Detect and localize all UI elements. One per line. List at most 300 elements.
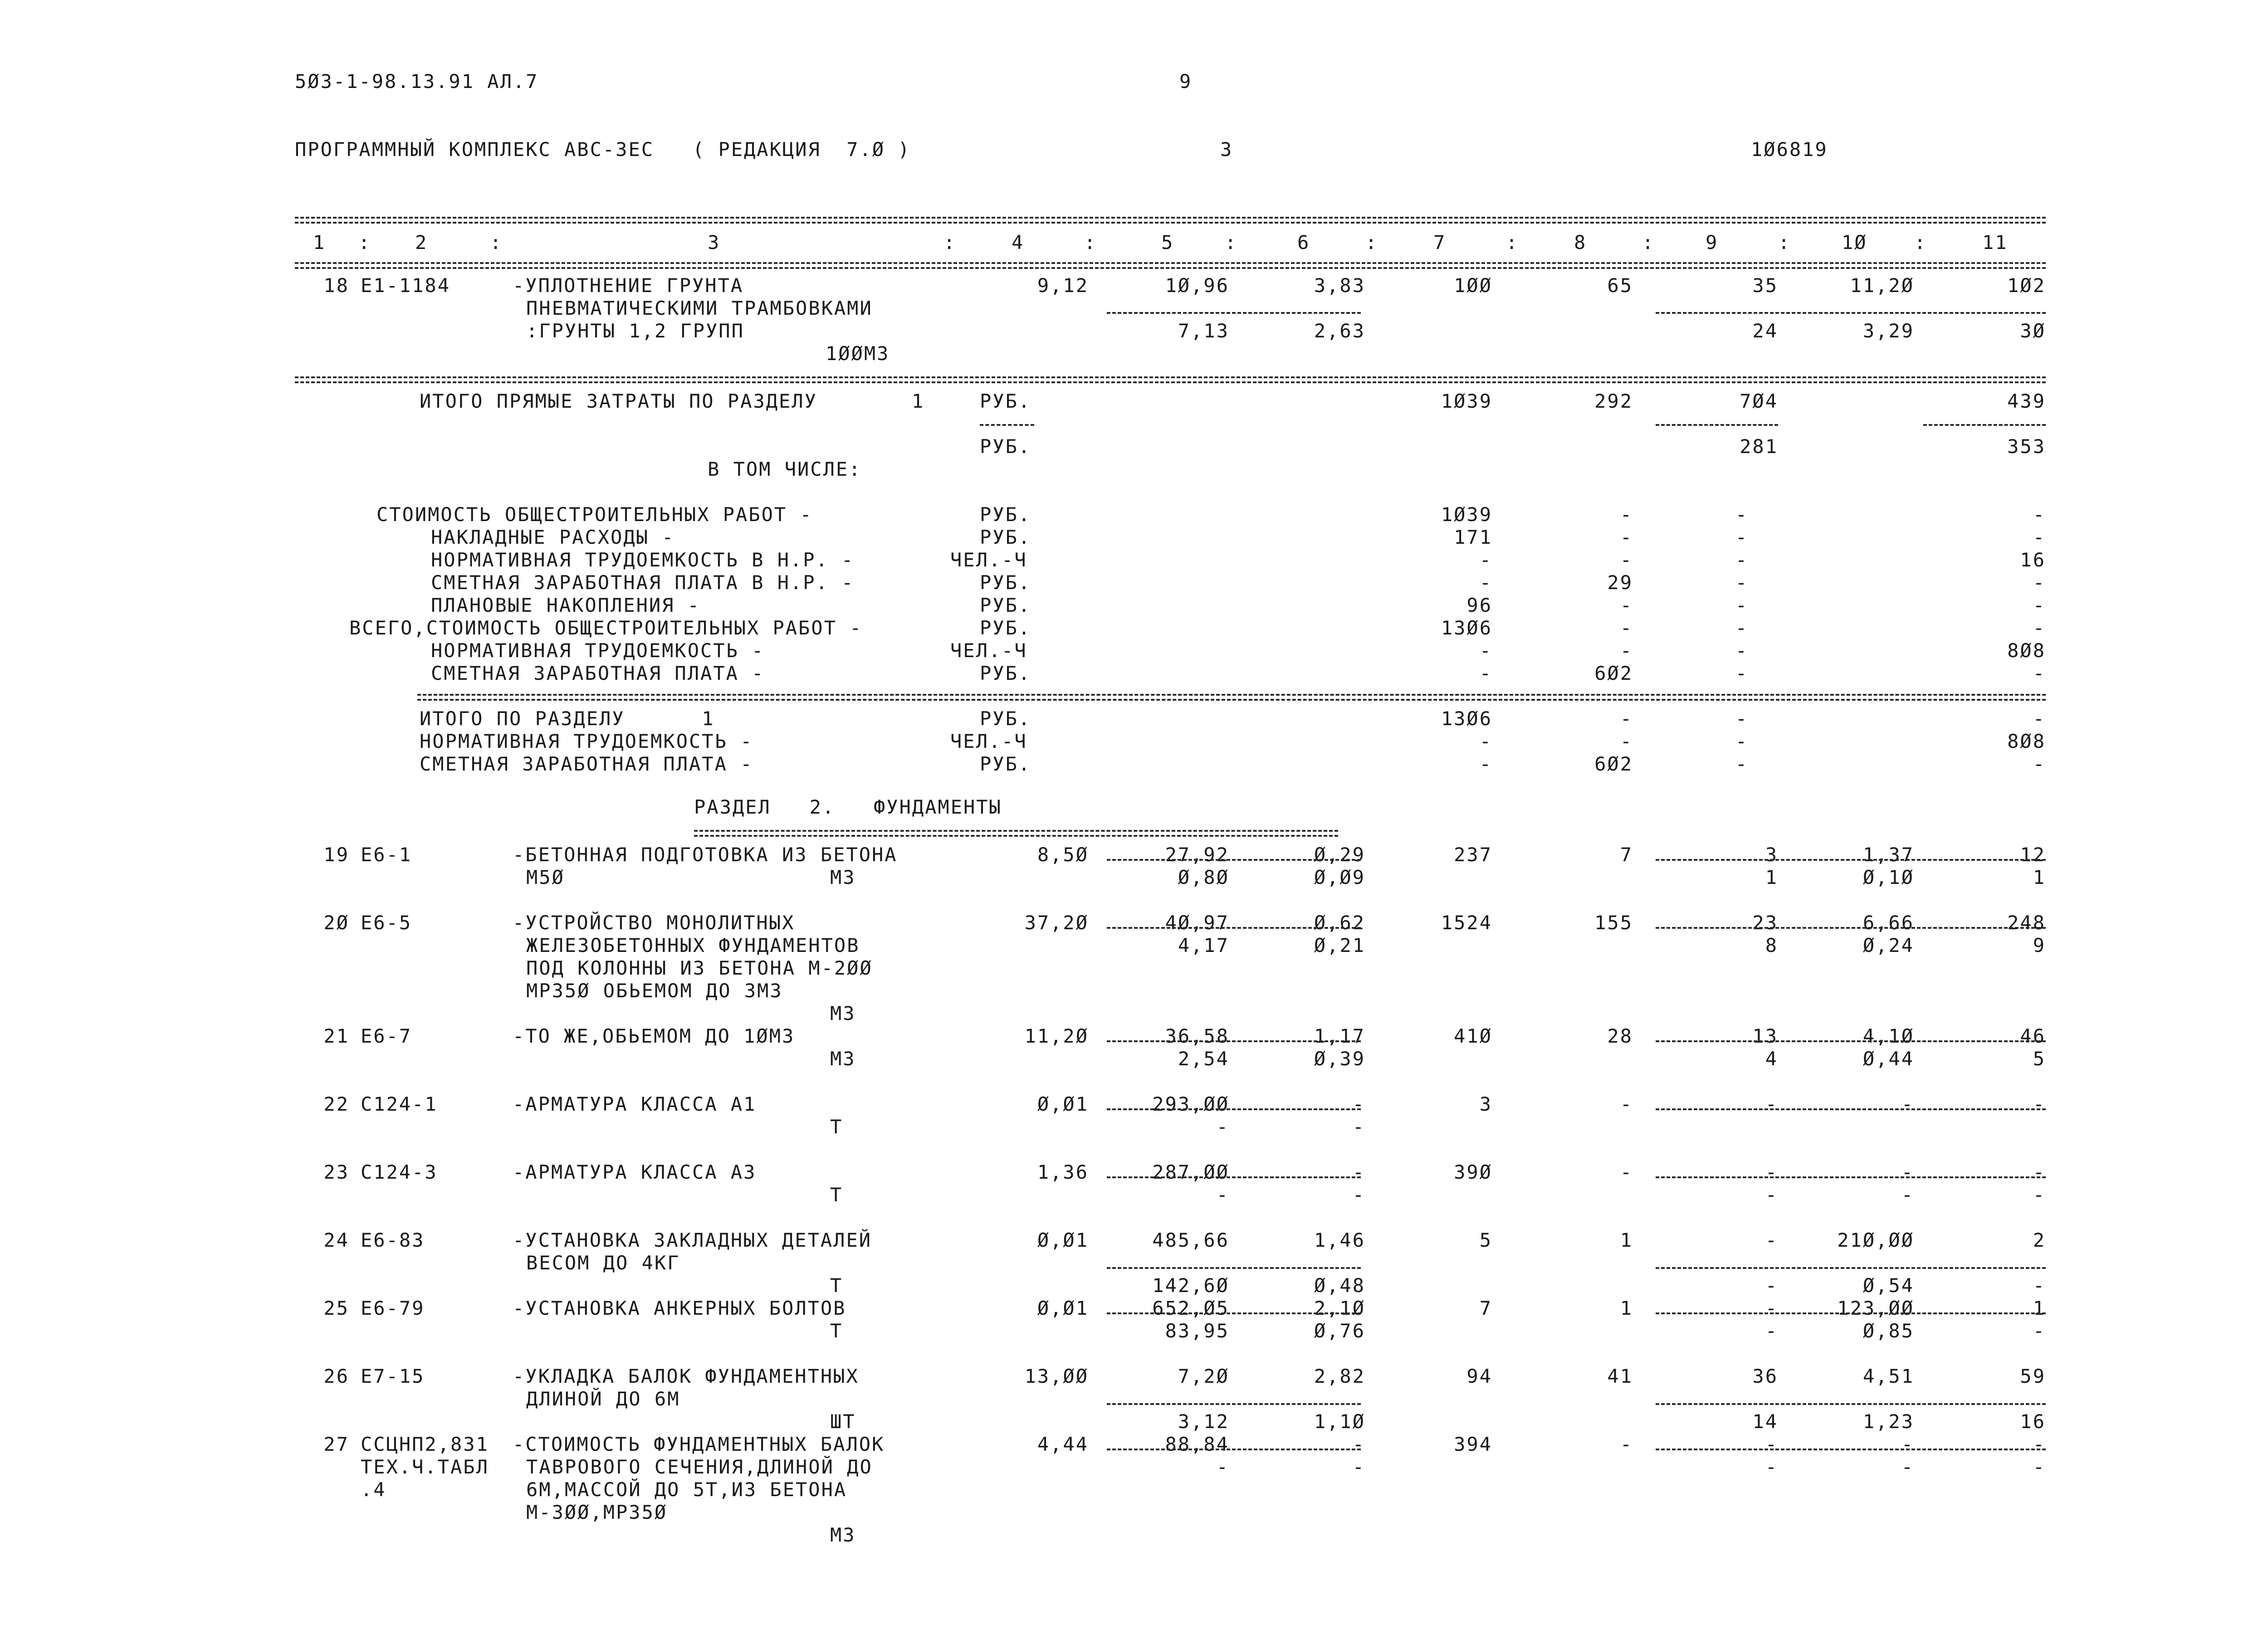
cell-c6-sub: 1,1Ø — [1314, 1410, 1365, 1433]
cell-c6: - — [1352, 1433, 1365, 1455]
cell-c9: - — [1765, 1161, 1778, 1183]
cell-c8: - — [1620, 503, 1633, 526]
cell-c11: 8Ø8 — [2007, 639, 2046, 662]
row-desc-line: :ГРУНТЫ 1,2 ГРУПП — [526, 320, 744, 342]
cell-c11-sub: 353 — [2007, 435, 2046, 458]
cell-c8: 6Ø2 — [1594, 753, 1633, 775]
cell-c6-sub: Ø,Ø9 — [1314, 866, 1365, 888]
cell-c10: - — [1901, 1433, 1914, 1455]
cell-c11: - — [2033, 1161, 2046, 1183]
cell-c8: - — [1620, 730, 1633, 752]
row-desc-line: -УСТРОЙСТВО МОНОЛИТНЫХ — [513, 912, 795, 934]
cell-c5-sub: 2,54 — [1178, 1048, 1229, 1070]
row-code-line: .4 — [361, 1478, 386, 1501]
section-rule — [295, 376, 2046, 378]
sub-rule — [1107, 1312, 1361, 1314]
row-unit: М3 — [830, 1524, 856, 1546]
cell-c11-sub: - — [2033, 1274, 2046, 1297]
cell-c6-sub: Ø,76 — [1314, 1320, 1365, 1342]
cell-c8: 292 — [1594, 390, 1633, 412]
cell-c5-sub: - — [1216, 1116, 1229, 1138]
cell-c10: 1,37 — [1862, 844, 1914, 866]
row-desc-line: М-3ØØ,МРЗ5Ø — [526, 1501, 668, 1523]
row-code: С124-3 — [361, 1161, 438, 1183]
sub-rule — [1107, 1176, 1361, 1178]
cell-c7: - — [1479, 639, 1492, 662]
breakdown-unit: РУБ. — [980, 526, 1031, 548]
cell-c9: - — [1735, 549, 1749, 571]
cell-c4: Ø,Ø1 — [1037, 1229, 1089, 1251]
sub-rule — [1656, 424, 1778, 426]
column-header-cell: 3 — [708, 231, 721, 254]
cell-c6-sub: 2,63 — [1314, 320, 1365, 342]
column-header-cell: : — [1914, 231, 1927, 254]
section-total-unit: ЧЕЛ.-Ч — [950, 730, 1027, 752]
cell-c6: Ø,62 — [1314, 912, 1365, 934]
sub-rule — [1656, 1176, 2046, 1178]
sub-rule — [1656, 1267, 2046, 1269]
row-code: Е6-1 — [361, 844, 412, 866]
cell-c10: 123,ØØ — [1837, 1297, 1914, 1319]
breakdown-unit: ЧЕЛ.-Ч — [950, 549, 1027, 571]
cell-c6: 2,1Ø — [1314, 1297, 1365, 1319]
cell-c7: 41Ø — [1454, 1025, 1492, 1047]
sub-rule — [1656, 1108, 2046, 1110]
cell-c11: 248 — [2007, 912, 2046, 934]
cell-c11: - — [2033, 753, 2046, 775]
sub-rule — [1107, 859, 1361, 861]
sub-rule — [1107, 1040, 1361, 1042]
cell-c7: 1524 — [1441, 912, 1492, 934]
cell-c7: 1Ø39 — [1441, 503, 1492, 526]
row-unit: Т — [830, 1274, 843, 1297]
row-number: 26 — [323, 1365, 349, 1387]
sub-rule — [1656, 1040, 2046, 1042]
row-number: 19 — [323, 844, 349, 866]
row-desc-line: ПОД КОЛОННЫ ИЗ БЕТОНА М-2ØØ — [526, 957, 873, 979]
cell-c11: 1Ø2 — [2007, 274, 2046, 297]
row-code: Е7-15 — [361, 1365, 425, 1387]
row-desc-line: ТАВРОВОГО СЕЧЕНИЯ,ДЛИНОЙ ДО — [526, 1456, 873, 1478]
cell-c10: 21Ø,ØØ — [1837, 1229, 1914, 1251]
cell-c5: 88,84 — [1165, 1433, 1229, 1455]
cell-c8: 1 — [1620, 1229, 1633, 1251]
cell-c11: - — [2033, 571, 2046, 594]
breakdown-unit: РУБ. — [980, 503, 1031, 526]
row-code: Е6-7 — [361, 1025, 412, 1047]
section-title-underline — [694, 830, 1338, 832]
cell-c9-sub: - — [1765, 1456, 1778, 1478]
cell-c11: - — [2033, 1433, 2046, 1455]
cell-c9: - — [1735, 594, 1749, 616]
breakdown-unit: РУБ. — [980, 662, 1031, 684]
row-number: 24 — [323, 1229, 349, 1251]
cell-c11: - — [2033, 662, 2046, 684]
cell-c11-sub: 16 — [2020, 1410, 2046, 1433]
cell-c9-sub: 24 — [1752, 320, 1778, 342]
cell-c10: 4,1Ø — [1862, 1025, 1914, 1047]
breakdown-label: НАКЛАДНЫЕ РАСХОДЫ - — [431, 526, 675, 548]
cell-c7: 13Ø6 — [1441, 617, 1492, 639]
cell-c10: 4,51 — [1862, 1365, 1914, 1387]
cell-c11: 46 — [2020, 1025, 2046, 1047]
cell-c9-sub: 281 — [1740, 435, 1778, 458]
total-section: 1 — [912, 390, 925, 412]
column-header-cell: 8 — [1574, 231, 1587, 254]
column-header-cell: 6 — [1297, 231, 1310, 254]
cell-c6: 2,82 — [1314, 1365, 1365, 1387]
cell-c10: - — [1901, 1093, 1914, 1115]
cell-c10: 11,2Ø — [1850, 274, 1914, 297]
cell-c9: - — [1735, 639, 1749, 662]
cell-c11: - — [2033, 707, 2046, 730]
cell-c8: 41 — [1607, 1365, 1633, 1387]
cell-c11-sub: 9 — [2033, 934, 2046, 956]
cell-c9: - — [1735, 753, 1749, 775]
row-unit: М3 — [830, 1002, 856, 1024]
row-code: С124-1 — [361, 1093, 438, 1115]
cell-c10-sub: 3,29 — [1862, 320, 1914, 342]
sub-rule — [1656, 927, 2046, 929]
cell-c6: - — [1352, 1161, 1365, 1183]
total-label: ИТОГО ПРЯМЫЕ ЗАТРАТЫ ПО РАЗДЕЛУ — [420, 390, 817, 412]
cell-c8: 28 — [1607, 1025, 1633, 1047]
cell-c8: 7 — [1620, 844, 1633, 866]
section-total-label: ИТОГО ПО РАЗДЕЛУ 1 — [420, 707, 715, 730]
row-desc-line: ВЕСОМ ДО 4КГ — [526, 1252, 680, 1274]
sub-rule — [1656, 1403, 2046, 1405]
cell-c10-sub: Ø,85 — [1862, 1320, 1914, 1342]
cell-c11: - — [2033, 1093, 2046, 1115]
column-header-cell: 4 — [1012, 231, 1025, 254]
cell-c11: 2 — [2033, 1229, 2046, 1251]
row-desc-line: ДЛИНОЙ ДО 6М — [526, 1388, 680, 1410]
column-header-cell: : — [1642, 231, 1655, 254]
cell-c10-sub: Ø,24 — [1862, 934, 1914, 956]
section-total-unit: РУБ. — [980, 753, 1031, 775]
breakdown-label: СМЕТНАЯ ЗАРАБОТНАЯ ПЛАТА В Н.Р. - — [431, 571, 855, 594]
cell-c4: 11,2Ø — [1024, 1025, 1089, 1047]
cell-c4: Ø,Ø1 — [1037, 1093, 1089, 1115]
row-number: 21 — [323, 1025, 349, 1047]
cell-c7: 1Ø39 — [1441, 390, 1492, 412]
breakdown-label: СТОИМОСТЬ ОБЩЕСТРОИТЕЛЬНЫХ РАБОТ - — [376, 503, 813, 526]
cell-c11-sub: 5 — [2033, 1048, 2046, 1070]
column-header-cell: : — [490, 231, 503, 254]
breakdown-unit: РУБ. — [980, 594, 1031, 616]
section-2-title: РАЗДЕЛ 2. ФУНДАМЕНТЫ — [694, 796, 1002, 818]
total-unit: РУБ. — [980, 435, 1031, 458]
row-code-line: ТЕХ.Ч.ТАБЛ — [361, 1456, 489, 1478]
row-unit: Т — [830, 1184, 843, 1206]
cell-c4: Ø,Ø1 — [1037, 1297, 1089, 1319]
cell-c10-sub: - — [1901, 1184, 1914, 1206]
column-header-cell: : — [1365, 231, 1378, 254]
cell-c8: - — [1620, 1093, 1633, 1115]
sub-rule — [1107, 1449, 1361, 1450]
cell-c8: - — [1620, 549, 1633, 571]
cell-c4: 1,36 — [1037, 1161, 1089, 1183]
row-code: Е1-1184 — [361, 274, 451, 297]
cell-c11: - — [2033, 526, 2046, 548]
program-title: ПРОГРАММНЫЙ КОМПЛЕКС АВС-3ЕС ( РЕДАКЦИЯ 7.Ø ) — [295, 138, 911, 161]
cell-c9: - — [1735, 571, 1749, 594]
column-header-cell: 1Ø — [1842, 231, 1867, 254]
row-desc-line: -УКЛАДКА БАЛОК ФУНДАМЕНТНЫХ — [513, 1365, 859, 1387]
cell-c9-sub: 14 — [1752, 1410, 1778, 1433]
cell-c6-sub: Ø,48 — [1314, 1274, 1365, 1297]
including-label: В ТОМ ЧИСЛЕ: — [708, 458, 862, 480]
cell-c5-sub: - — [1216, 1184, 1229, 1206]
sub-rule — [1656, 1449, 2046, 1450]
cell-c8: - — [1620, 526, 1633, 548]
cell-c11: - — [2033, 594, 2046, 616]
cell-c7: 1ØØ — [1454, 274, 1492, 297]
page-number: 9 — [1179, 70, 1193, 93]
cell-c9-sub: 8 — [1765, 934, 1778, 956]
cell-c9: - — [1735, 730, 1749, 752]
cell-c11-sub: - — [2033, 1456, 2046, 1478]
cell-c10-sub: - — [1901, 1456, 1914, 1478]
cell-c7: - — [1479, 549, 1492, 571]
breakdown-unit: РУБ. — [980, 571, 1031, 594]
section-total-label: НОРМАТИВНАЯ ТРУДОЕМКОСТЬ - — [420, 730, 753, 752]
cell-c9-sub: 1 — [1765, 866, 1778, 888]
cell-c7: 96 — [1466, 594, 1492, 616]
cell-c10-sub: Ø,44 — [1862, 1048, 1914, 1070]
row-desc-line: ЖЕЛЕЗОБЕТОННЫХ ФУНДАМЕНТОВ — [526, 934, 860, 956]
cell-c11: - — [2033, 503, 2046, 526]
cell-c5-sub: 4,17 — [1178, 934, 1229, 956]
cell-c5: 4Ø,97 — [1165, 912, 1229, 934]
cell-c5-sub: 142,6Ø — [1152, 1274, 1229, 1297]
cell-c7: 7 — [1479, 1297, 1492, 1319]
cell-c5: 652,Ø5 — [1152, 1297, 1229, 1319]
cell-c5-sub: 3,12 — [1178, 1410, 1229, 1433]
doc-code: 5Ø3-1-98.13.91 АЛ.7 — [295, 70, 539, 93]
cell-c8: 1 — [1620, 1297, 1633, 1319]
cell-c9: - — [1735, 707, 1749, 730]
breakdown-unit: РУБ. — [980, 617, 1031, 639]
cell-c5: 27,92 — [1165, 844, 1229, 866]
cell-c7: - — [1479, 730, 1492, 752]
cell-c8: - — [1620, 1161, 1633, 1183]
cell-c7: 13Ø6 — [1441, 707, 1492, 730]
section-total-unit: РУБ. — [980, 707, 1031, 730]
cell-c6: Ø,29 — [1314, 844, 1365, 866]
cell-c5-sub: 7,13 — [1178, 320, 1229, 342]
row-desc-line: -АРМАТУРА КЛАССА А3 — [513, 1161, 757, 1183]
cell-c7: 39Ø — [1454, 1161, 1492, 1183]
row-unit: М3 — [830, 1048, 856, 1070]
column-header-cell: 2 — [415, 231, 428, 254]
cell-c9: - — [1735, 617, 1749, 639]
cell-c6-sub: Ø,39 — [1314, 1048, 1365, 1070]
column-header-cell: : — [1778, 231, 1791, 254]
cell-c7: - — [1479, 753, 1492, 775]
cell-c7: - — [1479, 571, 1492, 594]
cell-c9-sub: - — [1765, 1184, 1778, 1206]
cell-c8: - — [1620, 594, 1633, 616]
column-header-cell: 7 — [1433, 231, 1447, 254]
row-desc-line: М5Ø — [526, 866, 565, 888]
cell-c7: 237 — [1454, 844, 1492, 866]
cell-c11-sub: 3Ø — [2020, 320, 2046, 342]
cell-c7: 394 — [1454, 1433, 1492, 1455]
row-desc-line: МРЗ5Ø ОБЬЕМОМ ДО 3М3 — [526, 980, 783, 1002]
cell-c11: 12 — [2020, 844, 2046, 866]
header-bottom-rule — [295, 262, 2046, 264]
estimate-code: 1Ø6819 — [1751, 138, 1828, 161]
sub-rule — [1107, 927, 1361, 929]
sub-rule — [1107, 1108, 1361, 1110]
cell-c11: 439 — [2007, 390, 2046, 412]
cell-c7: 3 — [1479, 1093, 1492, 1115]
cell-c4: 13,ØØ — [1024, 1365, 1089, 1387]
cell-c5: 485,66 — [1152, 1229, 1229, 1251]
cell-c9-sub: - — [1765, 1274, 1778, 1297]
cell-c7: - — [1479, 662, 1492, 684]
cell-c5-sub: - — [1216, 1456, 1229, 1478]
cell-c9: 23 — [1752, 912, 1778, 934]
sub-rule — [1107, 1403, 1361, 1405]
cell-c10-sub: Ø,1Ø — [1862, 866, 1914, 888]
breakdown-label: НОРМАТИВНАЯ ТРУДОЕМКОСТЬ - — [431, 639, 765, 662]
cell-c11: 8Ø8 — [2007, 730, 2046, 752]
cell-c8: 6Ø2 — [1594, 662, 1633, 684]
sub-rule — [1923, 424, 2046, 426]
sub-rule — [1656, 859, 2046, 861]
cell-c11: 1 — [2033, 1297, 2046, 1319]
row-unit: ШТ — [830, 1410, 856, 1433]
column-header-cell: 5 — [1161, 231, 1174, 254]
row-number: 18 — [323, 274, 349, 297]
cell-c8: - — [1620, 707, 1633, 730]
cell-c6: 3,83 — [1314, 274, 1365, 297]
row-desc-line: -ТО ЖЕ,ОБЬЕМОМ ДО 1ØМ3 — [513, 1025, 795, 1047]
cell-c9: 7Ø4 — [1740, 390, 1778, 412]
row-code: Е6-79 — [361, 1297, 425, 1319]
row-desc-line: 6М,МАССОЙ ДО 5Т,ИЗ БЕТОНА — [526, 1478, 847, 1501]
cell-c9: 35 — [1752, 274, 1778, 297]
cell-c9: - — [1765, 1229, 1778, 1251]
cell-c6: 1,17 — [1314, 1025, 1365, 1047]
row-desc-line: -УСТАНОВКА АНКЕРНЫХ БОЛТОВ — [513, 1297, 846, 1319]
breakdown-label: СМЕТНАЯ ЗАРАБОТНАЯ ПЛАТА - — [431, 662, 765, 684]
cell-c10-sub: Ø,54 — [1862, 1274, 1914, 1297]
cell-c7: 94 — [1466, 1365, 1492, 1387]
breakdown-label: ПЛАНОВЫЕ НАКОПЛЕНИЯ - — [431, 594, 701, 616]
sub-rule — [1656, 1312, 2046, 1314]
cell-c6: 1,46 — [1314, 1229, 1365, 1251]
cell-c9: 3 — [1765, 844, 1778, 866]
column-header-cell: : — [1506, 231, 1519, 254]
row-unit: Т — [830, 1320, 843, 1342]
cell-c5: 1Ø,96 — [1165, 274, 1229, 297]
cell-c5: 7,2Ø — [1178, 1365, 1229, 1387]
header-top-rule — [295, 217, 2046, 219]
cell-c6-sub: - — [1352, 1184, 1365, 1206]
row-unit: 1ØØМ3 — [826, 342, 890, 365]
row-desc-line: ПНЕВМАТИЧЕСКИМИ ТРАМБОВКАМИ — [526, 297, 873, 319]
cell-c8: 29 — [1607, 571, 1633, 594]
cell-c6-sub: - — [1352, 1116, 1365, 1138]
cell-c5: 293,ØØ — [1152, 1093, 1229, 1115]
cell-c4: 37,2Ø — [1024, 912, 1089, 934]
cell-c4: 4,44 — [1037, 1433, 1089, 1455]
cell-c11: 59 — [2020, 1365, 2046, 1387]
cell-c9: - — [1765, 1093, 1778, 1115]
column-header-cell: : — [358, 231, 371, 254]
cell-c10-sub: 1,23 — [1862, 1410, 1914, 1433]
sheet-number: 3 — [1220, 138, 1233, 161]
cell-c10: - — [1901, 1161, 1914, 1183]
cell-c11-sub: - — [2033, 1320, 2046, 1342]
cell-c11-sub: 1 — [2033, 866, 2046, 888]
column-header-cell: 9 — [1706, 231, 1719, 254]
cell-c11-sub: - — [2033, 1184, 2046, 1206]
row-number: 23 — [323, 1161, 349, 1183]
section-total-label: СМЕТНАЯ ЗАРАБОТНАЯ ПЛАТА - — [420, 753, 753, 775]
cell-c9-sub: - — [1765, 1320, 1778, 1342]
column-header-cell: 11 — [1982, 231, 2008, 254]
column-header-cell: : — [1225, 231, 1238, 254]
row-unit: М3 — [830, 866, 856, 888]
cell-c9: - — [1735, 526, 1749, 548]
row-desc-line: -УСТАНОВКА ЗАКЛАДНЫХ ДЕТАЛЕЙ — [513, 1229, 872, 1251]
cell-c9: - — [1765, 1297, 1778, 1319]
total-unit: РУБ. — [980, 390, 1031, 412]
row-code: Е6-83 — [361, 1229, 425, 1251]
row-desc-line: -СТОИМОСТЬ ФУНДАМЕНТНЫХ БАЛОК — [513, 1433, 885, 1455]
cell-c5: 287,ØØ — [1152, 1161, 1229, 1183]
cell-c11: - — [2033, 617, 2046, 639]
cell-c7: 171 — [1454, 526, 1492, 548]
row-number: 22 — [323, 1093, 349, 1115]
cell-c9: 36 — [1752, 1365, 1778, 1387]
cell-c8: 65 — [1607, 274, 1633, 297]
cell-c5: 36,58 — [1165, 1025, 1229, 1047]
column-header-cell: : — [1084, 231, 1097, 254]
sub-rule — [1656, 312, 2046, 314]
cell-c9: - — [1735, 503, 1749, 526]
cell-c9-sub: 4 — [1765, 1048, 1778, 1070]
cell-c9: - — [1735, 662, 1749, 684]
row-unit: Т — [830, 1116, 843, 1138]
cell-c8: 155 — [1594, 912, 1633, 934]
row-code: Е6-5 — [361, 912, 412, 934]
breakdown-label: ВСЕГО,СТОИМОСТЬ ОБЩЕСТРОИТЕЛЬНЫХ РАБОТ - — [349, 617, 863, 639]
cell-c7: 5 — [1479, 1229, 1492, 1251]
row-number: 27 — [323, 1433, 349, 1455]
sub-rule — [1107, 312, 1361, 314]
row-desc-line: -БЕТОННАЯ ПОДГОТОВКА ИЗ БЕТОНА — [513, 844, 898, 866]
breakdown-label: НОРМАТИВНАЯ ТРУДОЕМКОСТЬ В Н.Р. - — [431, 549, 855, 571]
cell-c8: - — [1620, 1433, 1633, 1455]
cell-c9: 13 — [1752, 1025, 1778, 1047]
unit-rule — [980, 424, 1034, 426]
section-rule — [417, 694, 2046, 696]
row-number: 2Ø — [323, 912, 349, 934]
cell-c8: - — [1620, 617, 1633, 639]
cell-c5-sub: 83,95 — [1165, 1320, 1229, 1342]
row-code: ССЦНП2,831 — [361, 1433, 489, 1455]
cell-c6: - — [1352, 1093, 1365, 1115]
row-desc-line: -УПЛОТНЕНИЕ ГРУНТА — [513, 274, 744, 297]
cell-c4: 9,12 — [1037, 274, 1089, 297]
cell-c8: - — [1620, 639, 1633, 662]
row-desc-line: -АРМАТУРА КЛАССА А1 — [513, 1093, 757, 1115]
